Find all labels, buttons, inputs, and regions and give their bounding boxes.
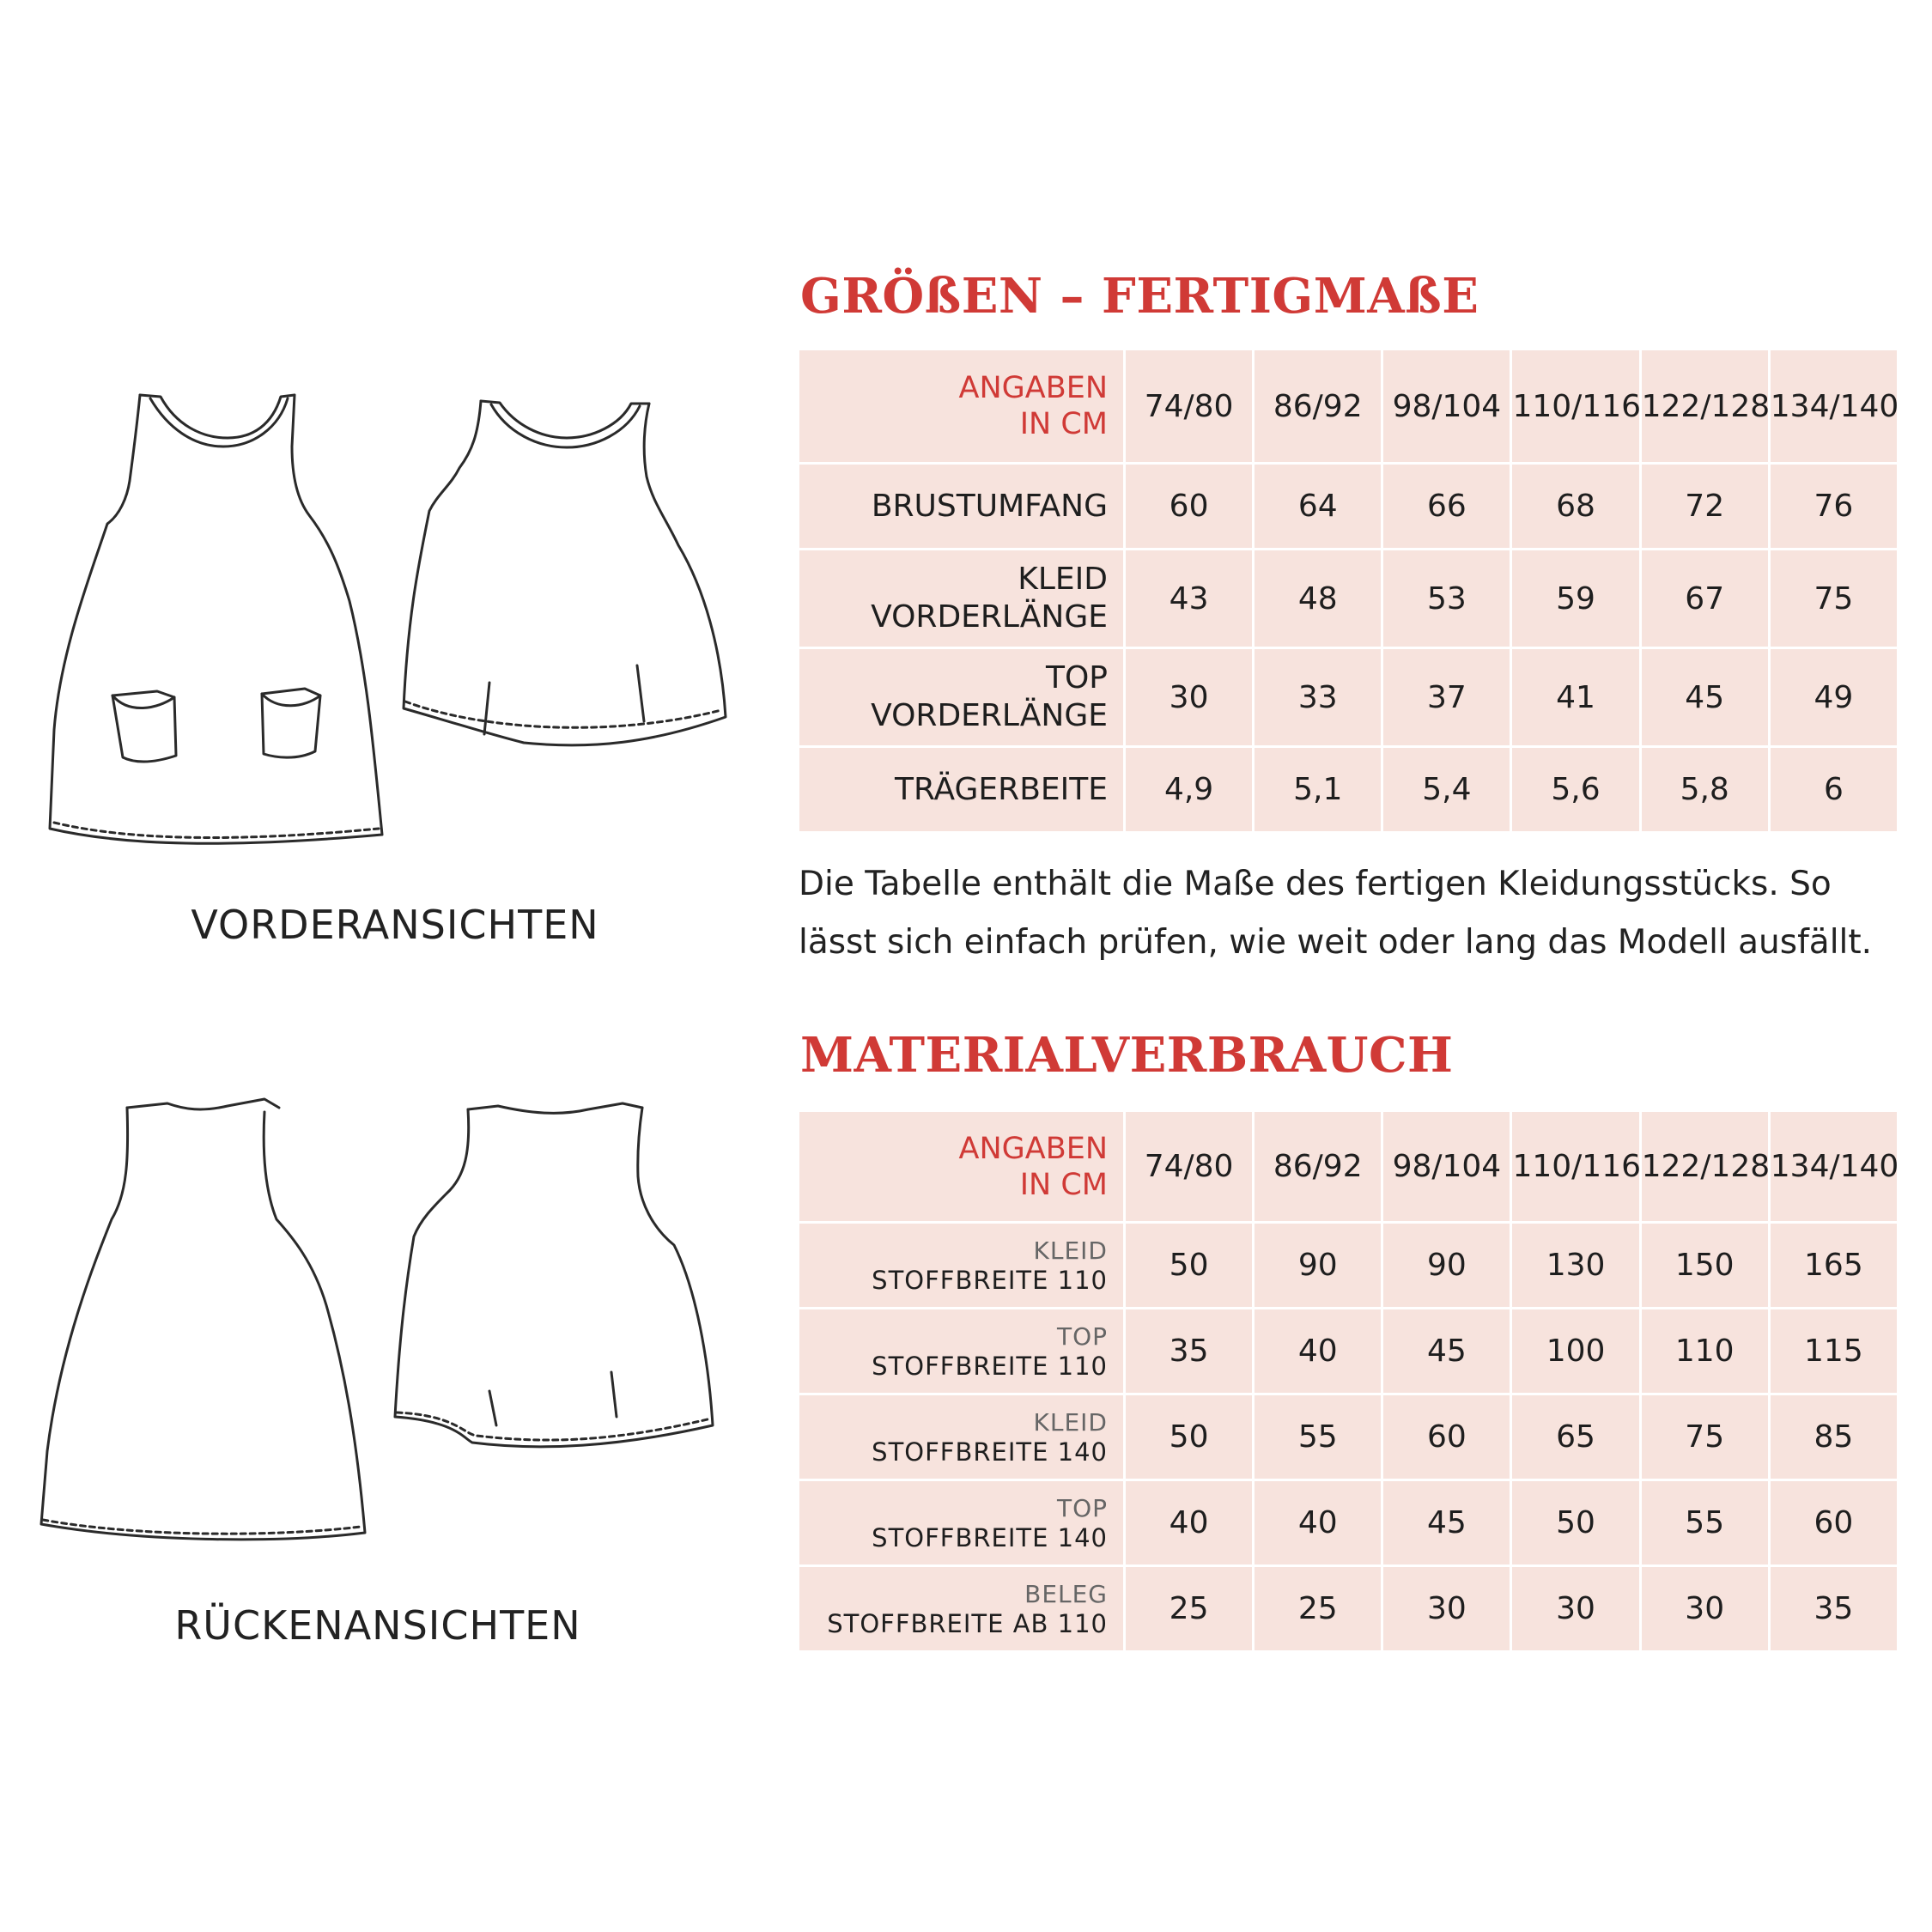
table-cell: 100 [1511,1309,1640,1394]
table-row [799,648,1899,747]
table-header-row [799,349,1899,464]
table-cell: 90 [1382,1223,1511,1309]
front-dress-illustration [47,386,391,859]
table-row [799,747,1899,833]
row-label [799,747,1125,833]
row-label-line1: BRUSTUMFANG [871,488,1108,524]
size-header: 74/80 [1125,1111,1254,1223]
table-cell: 5,1 [1254,747,1382,833]
table-cell: 55 [1254,1394,1382,1480]
table-cell: 33 [1254,648,1382,747]
table-cell: 85 [1769,1394,1898,1480]
table-cell: 49 [1769,648,1898,747]
note-line1: Die Tabelle enthält die Maße des fertigen Kleidungsstücks. So [799,865,1832,903]
row-label [799,464,1125,550]
row-label-line2: STOFFBREITE 140 [872,1522,1108,1552]
back-dress-illustration [34,1091,378,1563]
table-header-row [799,1111,1899,1223]
table-cell: 75 [1640,1394,1769,1480]
table-cell: 72 [1640,464,1769,550]
table-cell: 35 [1769,1566,1898,1652]
row-label-line2: STOFFBREITE AB 110 [827,1608,1108,1638]
row-label-line1: TOP [1045,660,1108,696]
back-views-caption: RÜCKENANSICHTEN [174,1602,581,1649]
row-label [799,1223,1125,1309]
back-top-illustration [386,1099,730,1460]
header-label-line1: ANGABEN [958,371,1108,405]
table-cell: 65 [1511,1394,1640,1480]
row-label [799,648,1125,747]
table-cell: 68 [1511,464,1640,550]
size-header: 98/104 [1382,1111,1511,1223]
header-label [799,349,1125,464]
table-cell: 76 [1769,464,1898,550]
table-cell: 130 [1511,1223,1640,1309]
row-label [799,1309,1125,1394]
table-row [799,1394,1899,1480]
front-views-caption: VORDERANSICHTEN [191,902,599,948]
table-cell: 67 [1640,550,1769,648]
table-cell: 60 [1125,464,1254,550]
row-label-line1: TRÄGERBEITE [895,771,1108,807]
row-label-line2: VORDERLÄNGE [871,599,1108,635]
table-cell: 5,4 [1382,747,1511,833]
row-label-line2: VORDERLÄNGE [871,698,1108,733]
front-top-illustration [395,391,738,751]
size-header: 86/92 [1254,349,1382,464]
size-header: 98/104 [1382,349,1511,464]
table-cell: 90 [1254,1223,1382,1309]
table-cell: 48 [1254,550,1382,648]
row-label-line1: TOP [1056,1321,1108,1351]
table-cell: 5,6 [1511,747,1640,833]
table-row [799,1223,1899,1309]
row-label [799,1480,1125,1566]
table-cell: 115 [1769,1309,1898,1394]
table-cell: 40 [1254,1309,1382,1394]
table-cell: 25 [1125,1566,1254,1652]
table-cell: 165 [1769,1223,1898,1309]
table-cell: 45 [1382,1309,1511,1394]
table-row [799,550,1899,648]
size-header: 134/140 [1769,1111,1898,1223]
table-cell: 150 [1640,1223,1769,1309]
material-section-title: MATERIALVERBRAUCH [800,1027,1454,1084]
header-label [799,1111,1125,1223]
table-cell: 45 [1640,648,1769,747]
table-cell: 66 [1382,464,1511,550]
table-cell: 6 [1769,747,1898,833]
row-label-line2: STOFFBREITE 110 [872,1265,1108,1295]
table-row [799,1480,1899,1566]
table-cell: 30 [1125,648,1254,747]
size-header: 122/128 [1640,349,1769,464]
row-label-line2: STOFFBREITE 140 [872,1437,1108,1467]
table-cell: 37 [1382,648,1511,747]
table-cell: 60 [1382,1394,1511,1480]
table-cell: 50 [1125,1223,1254,1309]
row-label [799,1394,1125,1480]
table-cell: 30 [1382,1566,1511,1652]
row-label-line2: STOFFBREITE 110 [872,1351,1108,1381]
table-cell: 64 [1254,464,1382,550]
table-cell: 55 [1640,1480,1769,1566]
header-label-line2: IN CM [1019,1167,1108,1202]
size-header: 74/80 [1125,349,1254,464]
row-label-line1: KLEID [1033,1407,1108,1437]
table-row [799,1309,1899,1394]
table-cell: 41 [1511,648,1640,747]
table-cell: 35 [1125,1309,1254,1394]
row-label [799,1566,1125,1652]
header-label-line1: ANGABEN [958,1131,1108,1166]
note-line2: lässt sich einfach prüfen, wie weit oder lang das Modell ausfällt. [799,923,1873,962]
table-cell: 53 [1382,550,1511,648]
table-cell: 75 [1769,550,1898,648]
table-cell: 25 [1254,1566,1382,1652]
table-cell: 59 [1511,550,1640,648]
table-cell: 43 [1125,550,1254,648]
table-cell: 5,8 [1640,747,1769,833]
sizes-table [797,348,1899,834]
table-cell: 50 [1511,1480,1640,1566]
row-label-line1: KLEID [1018,562,1108,597]
table-cell: 40 [1254,1480,1382,1566]
table-cell: 30 [1511,1566,1640,1652]
size-header: 86/92 [1254,1111,1382,1223]
sizes-note [799,855,1915,972]
size-header: 110/116 [1511,349,1640,464]
table-cell: 60 [1769,1480,1898,1566]
table-cell: 45 [1382,1480,1511,1566]
table-cell: 40 [1125,1480,1254,1566]
table-cell: 50 [1125,1394,1254,1480]
size-header: 110/116 [1511,1111,1640,1223]
material-table [797,1109,1899,1653]
row-label-line1: KLEID [1033,1236,1108,1265]
size-header: 122/128 [1640,1111,1769,1223]
sizes-section-title: GRÖßEN – FERTIGMAßE [800,268,1479,325]
size-header: 134/140 [1769,349,1898,464]
table-row [799,1566,1899,1652]
row-label-line1: TOP [1056,1493,1108,1522]
header-label-line2: IN CM [1019,407,1108,441]
row-label [799,550,1125,648]
row-label-line1: BELEG [1024,1579,1108,1608]
table-row [799,464,1899,550]
table-cell: 4,9 [1125,747,1254,833]
table-cell: 110 [1640,1309,1769,1394]
table-cell: 30 [1640,1566,1769,1652]
